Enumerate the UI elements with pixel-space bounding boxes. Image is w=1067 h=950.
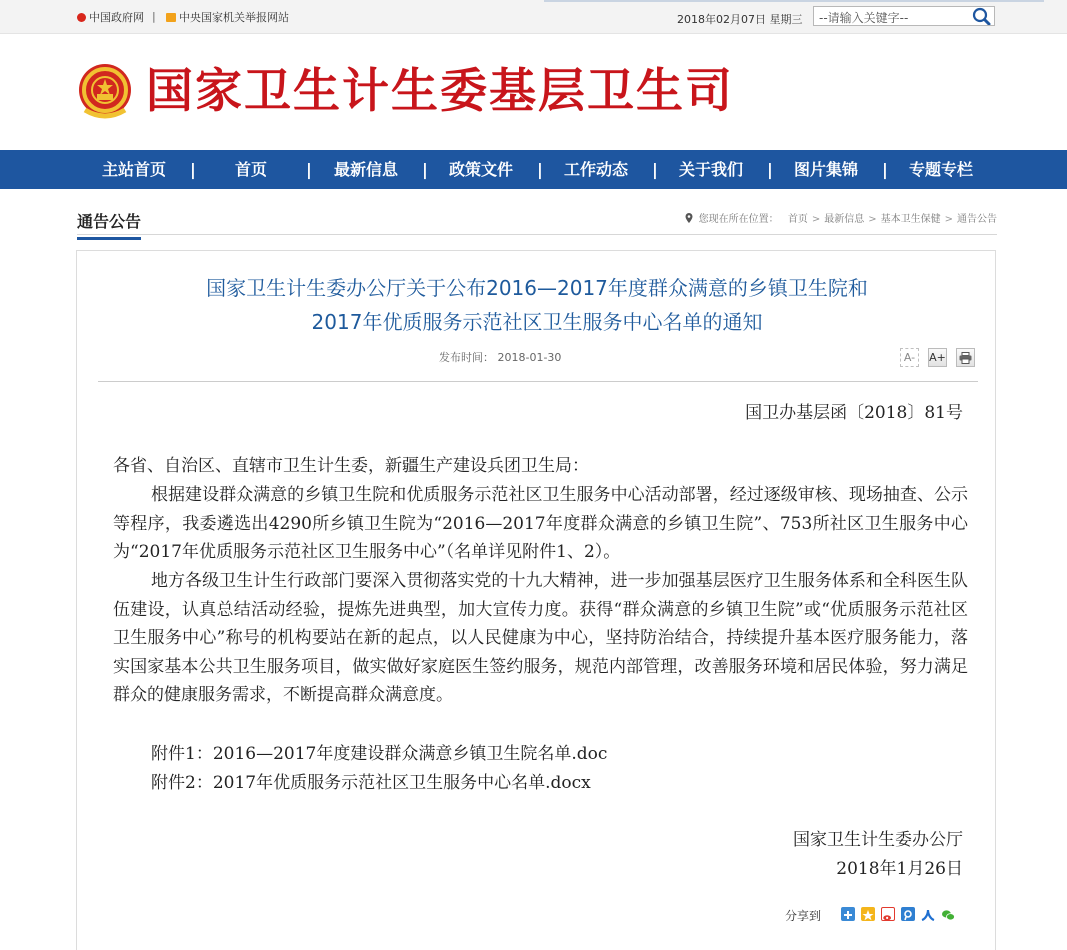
gov-site-link[interactable]: [77, 11, 144, 25]
top-bar: [0, 0, 1067, 34]
national-emblem-icon: [77, 60, 133, 122]
nav-item-special[interactable]: 专题专栏: [908, 160, 973, 179]
gov-site-link-label: 中国政府网: [89, 11, 144, 24]
report-site-link-label: 中央国家机关举报网站: [179, 11, 289, 24]
topbar-separator: |: [152, 10, 156, 23]
search-input[interactable]: [814, 9, 969, 27]
search-icon[interactable]: [970, 7, 992, 25]
article-title: [77, 271, 997, 339]
title-divider: [98, 381, 978, 382]
nav-separator: |: [537, 160, 543, 179]
section-title: 通告公告: [77, 209, 141, 240]
document-number: 国卫办基层函〔2018〕81号: [745, 403, 963, 423]
share-tencent-icon[interactable]: [901, 907, 915, 921]
breadcrumb-primary-care[interactable]: 基本卫生保健: [880, 214, 941, 225]
section-header: [77, 206, 997, 235]
breadcrumb: [685, 210, 997, 225]
nav-separator: |: [422, 160, 428, 179]
breadcrumb-prefix: 您现在所在位置：: [698, 214, 779, 225]
main-nav: [0, 150, 1067, 189]
sign-date: 2018年1月26日: [836, 859, 963, 879]
share-label: 分享到: [785, 909, 822, 923]
nav-separator: |: [306, 160, 312, 179]
site-title: 国家卫生计生委基层卫生司: [146, 64, 734, 119]
print-icon: [959, 352, 972, 364]
share-wechat-icon[interactable]: [941, 907, 955, 921]
attachment-2-link[interactable]: 附件2：2017年优质服务示范社区卫生服务中心名单.docx: [151, 773, 591, 793]
publish-date: 2018-01-30: [497, 351, 562, 364]
nav-item-home[interactable]: 首页: [234, 160, 267, 179]
article-container: [76, 250, 996, 950]
breadcrumb-home[interactable]: 首页: [787, 214, 808, 225]
breadcrumb-sep: >: [868, 214, 877, 225]
nav-separator: |: [652, 160, 658, 179]
share-weibo-icon[interactable]: [881, 907, 895, 921]
share-more-icon[interactable]: [841, 907, 855, 921]
nav-item-policy[interactable]: 政策文件: [448, 160, 513, 179]
attachment-1-link[interactable]: 附件1：2016—2017年度建设群众满意乡镇卫生院名单.doc: [151, 744, 608, 764]
breadcrumb-sep: >: [944, 214, 953, 225]
current-date: 2018年02月07日 星期三: [677, 13, 803, 26]
search-box: [813, 6, 995, 26]
breadcrumb-sep: >: [811, 214, 821, 225]
site-header: [0, 34, 1067, 150]
top-accent-line: [544, 0, 1044, 2]
nav-item-gallery[interactable]: 图片集锦: [793, 160, 858, 179]
salutation: 各省、自治区、直辖市卫生计生委，新疆生产建设兵团卫生局：: [113, 456, 589, 476]
article-title-line2: 2017年优质服务示范社区卫生服务中心名单的通知: [311, 310, 763, 334]
gov-emblem-icon: [77, 13, 86, 22]
publish-label: 发布时间：: [439, 351, 494, 364]
nav-separator: |: [190, 160, 196, 179]
nav-separator: |: [882, 160, 888, 179]
paragraph-2: 地方各级卫生计生行政部门要深入贯彻落实党的十九大精神，进一步加强基层医疗卫生服务体系和全科医生队伍建设，认真总结活动经验，提炼先进典型，加大宣传力度。获得“群众满意的乡镇卫生院”或“优质服务示范社区卫生服务中心”称号的机构要站在新的起点，以人民健康为中心，坚持防治结合，持续提升基本医疗服务能力，落实国家基本公共卫生服务项目，做实做好家庭医生签约服务，规范内部管理，改善服务环境和居民体验，努力满足群众的健康服务需求，不断提高群众满意度。: [113, 571, 968, 706]
publish-time: [439, 349, 561, 365]
nav-item-about[interactable]: 关于我们: [678, 160, 743, 179]
nav-item-work[interactable]: 工作动态: [563, 160, 628, 179]
nav-item-latest[interactable]: 最新信息: [333, 160, 398, 179]
share-qzone-icon[interactable]: [861, 907, 875, 921]
report-site-link[interactable]: [166, 11, 289, 25]
breadcrumb-latest[interactable]: 最新信息: [824, 214, 865, 225]
article-title-line1: 国家卫生计生委办公厅关于公布2016—2017年度群众满意的乡镇卫生院和: [206, 276, 868, 300]
breadcrumb-notices[interactable]: 通告公告: [957, 214, 997, 225]
font-smaller-button[interactable]: A-: [900, 348, 919, 367]
print-button[interactable]: [956, 348, 975, 367]
signature: 国家卫生计生委办公厅: [793, 830, 963, 850]
font-larger-button[interactable]: A+: [928, 348, 947, 367]
report-icon: [166, 13, 176, 22]
paragraph-1: 根据建设群众满意的乡镇卫生院和优质服务示范社区卫生服务中心活动部署，经过逐级审核、现场抽查、公示等程序，我委遴选出4290所乡镇卫生院为“2016—2017年度群众满意的乡镇卫生院”、753所社区卫生服务中心为“2017年优质服务示范社区卫生服务中心”（名单详见附件1、2）。: [113, 485, 968, 563]
nav-separator: |: [767, 160, 773, 179]
location-pin-icon: [685, 213, 693, 223]
nav-item-main-home[interactable]: 主站首页: [101, 160, 166, 179]
share-renren-icon[interactable]: [921, 907, 935, 921]
